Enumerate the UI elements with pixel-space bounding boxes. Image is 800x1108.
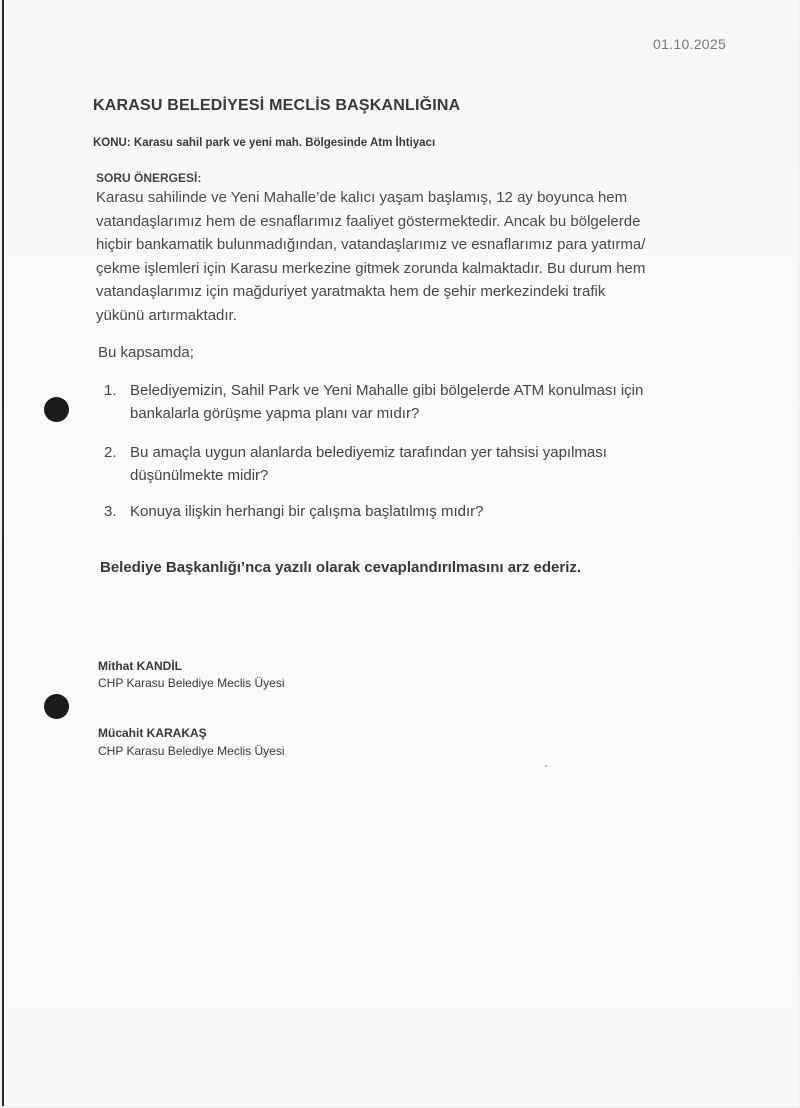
document-date: 01.10.2025 xyxy=(653,36,727,52)
signatory-name: Mücahit KARAKAŞ xyxy=(98,726,207,740)
signatory-role: CHP Karasu Belediye Meclis Üyesi xyxy=(98,676,285,690)
subject-label: KONU: xyxy=(93,137,131,149)
question-number: 3. xyxy=(104,503,117,520)
signatory-name: Mithat KANDİL xyxy=(98,659,182,673)
body-line: Karasu sahilinde ve Yeni Mahalle’de kalıcı yaşam başlamış, 12 ay boyunca hem xyxy=(96,189,628,206)
question-text xyxy=(130,441,607,487)
paper-speck xyxy=(545,765,547,767)
question-number: 2. xyxy=(104,444,117,461)
subject-line xyxy=(93,137,435,149)
closing-statement: Belediye Başkanlığı’nca yazılı olarak cevaplandırılmasını arz ederiz. xyxy=(100,559,582,576)
question-line: Bu amaçla uygun alanlarda belediyemiz tarafından yer tahsisi yapılması xyxy=(130,444,607,461)
body-line: vatandaşlarımız için mağduriyet yaratmakta hem de şehir merkezindeki trafik xyxy=(96,283,606,300)
document-heading: KARASU BELEDİYESİ MECLİS BAŞKANLIĞINA xyxy=(93,97,461,114)
question-text xyxy=(130,379,643,425)
question-line: bankalarla görüşme yapma planı var mıdır? xyxy=(130,405,420,422)
body-line: çekme işlemleri için Karasu merkezine gitmek zorunda kalmaktadır. Bu durum hem xyxy=(96,259,646,277)
body-line: vatandaşlarımız hem de esnaflarımız faaliyet göstermektedir. Ancak bu bölgelerde xyxy=(96,212,641,230)
question-number: 1. xyxy=(104,382,117,399)
question-text xyxy=(130,500,483,523)
question-line: düşünülmekte midir? xyxy=(130,467,269,484)
punch-hole xyxy=(44,694,69,719)
question-line: Belediyemizin, Sahil Park ve Yeni Mahalle gibi bölgelerde ATM konulması için xyxy=(130,382,644,399)
body-line: yükünü artırmaktadır. xyxy=(96,306,237,324)
punch-hole xyxy=(44,397,69,422)
question-line: Konuya ilişkin herhangi bir çalışma başlatılmış mıdır? xyxy=(130,503,484,520)
signatory-role: CHP Karasu Belediye Meclis Üyesi xyxy=(98,744,285,758)
document-page xyxy=(2,0,798,1106)
intro-text: Bu kapsamda; xyxy=(98,344,194,361)
subject-text: Karasu sahil park ve yeni mah. Bölgesinde Atm İhtiyacı xyxy=(133,137,436,149)
question-label: SORU ÖNERGESİ: xyxy=(96,171,202,185)
body-line: hiçbir bankamatik bulunmadığından, vatandaşlarımız ve esnaflarımız para yatırma/ xyxy=(96,236,646,253)
body-paragraph xyxy=(96,186,736,327)
